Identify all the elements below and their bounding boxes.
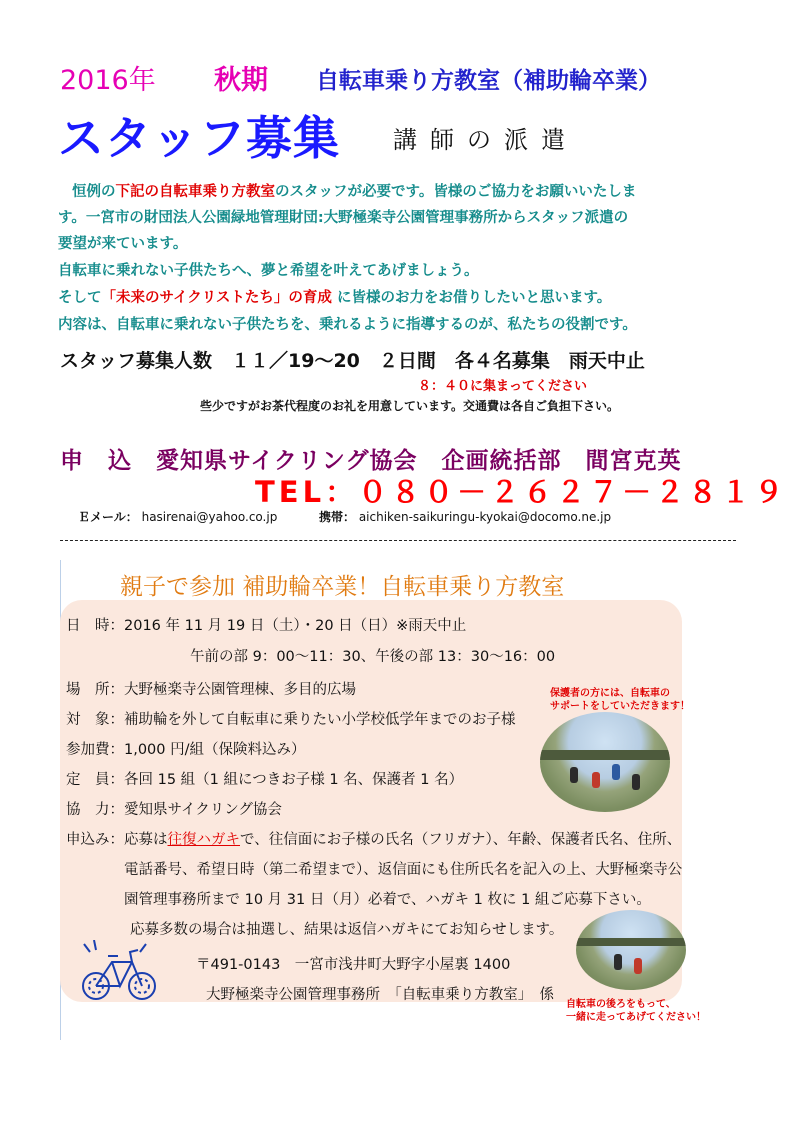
apply-contact: 申 込 愛知県サイクリング協会 企画統括部 間宮克英 xyxy=(60,448,682,474)
apply-label: 申込み： xyxy=(66,832,124,848)
apply-text: 応募は xyxy=(124,832,168,848)
page-title: スタッフ募集 xyxy=(58,111,340,165)
intro-highlight: 「未来のサイクリストたち」の育成 xyxy=(101,290,332,306)
intro-text: に皆様のお力をお借りしたいと思います。 xyxy=(331,290,612,306)
apply-line-2: 電話番号、希望日時（第二希望まで）、返信面にも住所氏名を記入の上、大野極楽寺公 xyxy=(124,862,683,878)
email-address[interactable]: hasirenai@yahoo.co.jp xyxy=(141,510,278,524)
event-time: 午前の部 9：00～11：30、午後の部 13：30～16：00 xyxy=(190,649,556,665)
contact-line xyxy=(78,508,611,525)
divider xyxy=(60,540,736,541)
office-name: 大野極楽寺公園管理事務所 「自転車乗り方教室」 係 xyxy=(206,987,554,1003)
lottery-note: 応募多数の場合は抽選し、結果は返信ハガキにてお知らせします。 xyxy=(130,922,564,938)
reply-postcard: 往復ハガキ xyxy=(167,832,240,848)
fee-value: 1,000 円/組（保険料込み） xyxy=(124,742,306,758)
event-apply-row xyxy=(66,828,681,849)
email-label: Ｅメール： xyxy=(78,510,138,524)
event-title: 親子で参加 補助輪卒業！自転車乗り方教室 xyxy=(120,574,565,600)
intro-line-1 xyxy=(72,180,636,201)
phone-number: TEL：０８０－２６２７－２８１９ xyxy=(255,475,788,509)
intro-line-2: す。一宮市の財団法人公園緑地管理財団:大野極楽寺公園管理事務所からスタッフ派遣の xyxy=(58,210,629,226)
target-value: 補助輪を外して自転車に乗りたい小学校低学年までのお子様 xyxy=(124,712,516,728)
intro-line-6: 内容は、自転車に乗れない子供たちを、乗れるように指導するのが、私たちの役割です。 xyxy=(58,317,637,333)
thanks-note: 些少ですがお茶代程度のお礼を用意しています。交通費は各自ご負担下さい。 xyxy=(200,399,620,413)
capacity-label: 定 員： xyxy=(66,772,124,788)
apply-line-3: 園管理事務所まで 10 月 31 日（月）必着で、ハガキ 1 枚に 1 組ご応募下さい。 xyxy=(124,892,651,908)
event-fee-row xyxy=(66,738,306,759)
photo-caption-2a: 自転車の後ろをもって、 xyxy=(566,999,676,1010)
intro-highlight: 下記の自転車乗り方教室 xyxy=(115,184,275,200)
bicycle-icon xyxy=(80,940,160,1006)
photo-caption-2b: 一緒に走ってあげてください！ xyxy=(566,1012,706,1023)
event-coop-row xyxy=(66,798,282,819)
year-label: 2016年 xyxy=(60,65,156,96)
event-target-row xyxy=(66,708,516,729)
photo-parents-support xyxy=(540,712,670,812)
photo-caption-1b: サポートをしていただきます！ xyxy=(550,701,690,712)
photo-running-together xyxy=(576,910,686,990)
intro-line-4: 自転車に乗れない子供たちへ、夢と希望を叶えてあげましょう。 xyxy=(58,263,479,279)
photo-caption-1a: 保護者の方には、自転車の xyxy=(550,688,670,699)
event-place-row xyxy=(66,678,356,699)
date-label: 日 時： xyxy=(66,618,124,634)
intro-line-5 xyxy=(58,286,611,307)
coop-value: 愛知県サイクリング協会 xyxy=(124,802,282,818)
intro-text: のスタッフが必要です。皆様のご協力をお願いいたしま xyxy=(275,184,637,200)
intro-text: そして xyxy=(58,290,102,306)
season-label: 秋期 xyxy=(214,65,268,96)
capacity-value: 各回 15 組（1 組につきお子様 1 名、保護者 1 名） xyxy=(124,772,464,788)
dispatch-subtitle: 講師の派遣 xyxy=(393,126,578,154)
place-label: 場 所： xyxy=(66,682,124,698)
coop-label: 協 力： xyxy=(66,802,124,818)
place-value: 大野極楽寺公園管理棟、多目的広場 xyxy=(124,682,356,698)
date-value: 2016 年 11 月 19 日（土）・20 日（日）※雨天中止 xyxy=(124,618,467,634)
apply-text: で、往信面にお子様の氏名（フリガナ）、年齢、保護者氏名、住所、 xyxy=(240,832,682,848)
event-date-row xyxy=(66,614,466,635)
event-capacity-row xyxy=(66,768,463,789)
mobile-label: 携帯： xyxy=(318,510,355,524)
recruit-summary: スタッフ募集人数 １１／19～20 ２日間 各４名募集 雨天中止 xyxy=(60,350,645,372)
intro-text: 恒例の xyxy=(72,184,116,200)
gather-time: ８：４０に集まってください xyxy=(418,379,588,394)
postal-address: 〒491-0143 一宮市浅井町大野字小屋裏 1400 xyxy=(196,957,511,973)
fee-label: 参加費： xyxy=(66,742,124,758)
intro-line-3: 要望が来ています。 xyxy=(58,236,188,252)
mobile-email[interactable]: aichiken-saikuringu-kyokai@docomo.ne.jp xyxy=(358,510,612,524)
class-title: 自転車乗り方教室（補助輪卒業） xyxy=(316,68,661,94)
target-label: 対 象： xyxy=(66,712,124,728)
